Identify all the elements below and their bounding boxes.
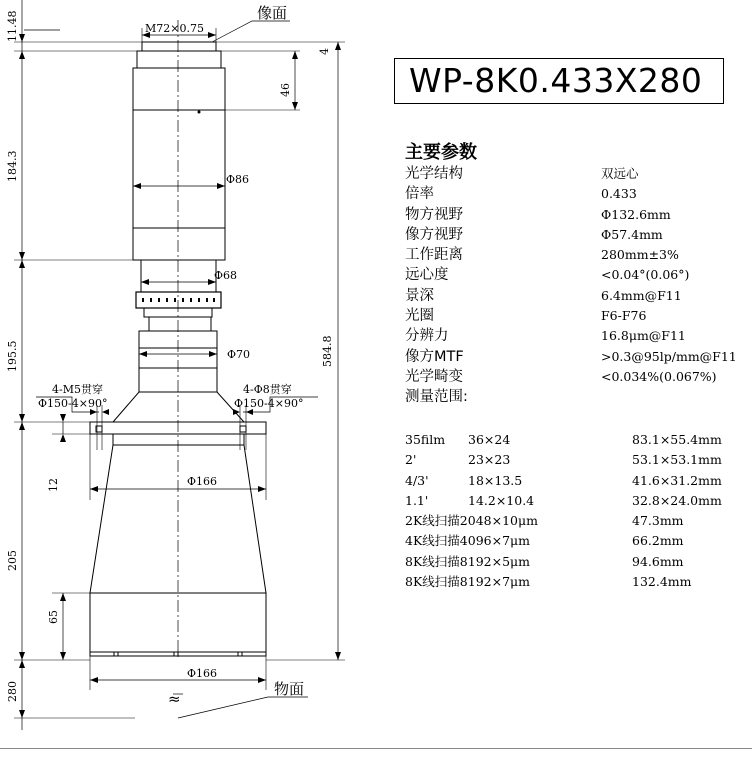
diameter-68-label: Φ68: [214, 269, 238, 282]
format-name: 8K线扫描8192×5μm: [405, 553, 531, 569]
spec-key: 分辨力: [405, 328, 449, 345]
dimension-46-label: 46: [279, 83, 292, 97]
spec-key: 像方MTF: [405, 348, 464, 365]
format-sensor: 23×23: [468, 452, 511, 468]
bottom-divider: [0, 748, 752, 749]
spec-key: 倍率: [405, 186, 434, 203]
break-mark: ≈: [168, 690, 181, 708]
lens-drawing: [0, 0, 375, 740]
spec-key: 光圈: [405, 308, 434, 325]
dimension-205-label: 205: [6, 550, 19, 571]
spec-key: 远心度: [405, 267, 449, 284]
spec-key: 光学结构: [405, 166, 463, 182]
format-sensor: 36×24: [468, 432, 511, 447]
model-title: WP-8K0.433X280: [394, 58, 724, 104]
format-field: 94.6mm: [632, 553, 684, 569]
thread-label: M72×0.75: [145, 22, 204, 35]
format-field: 41.6×31.2mm: [632, 472, 722, 488]
spec-value: <0.034%(0.067%): [601, 368, 717, 384]
spec-key: 测量范围:: [405, 389, 468, 406]
format-field: 132.4mm: [632, 574, 692, 590]
dimension-11-48-label: 11.48: [6, 10, 19, 42]
spec-value: F6-F76: [601, 308, 647, 324]
spec-key: 景深: [405, 287, 434, 304]
format-name: 4K线扫描4096×7μm: [405, 533, 531, 549]
format-name: 35film: [405, 432, 446, 447]
format-field: 47.3mm: [632, 513, 684, 529]
diameter-166-bottom-label: Φ166: [187, 667, 218, 680]
format-field: 66.2mm: [632, 533, 684, 549]
format-name: 2': [405, 452, 417, 468]
spec-value: Φ57.4mm: [601, 226, 663, 242]
focus-ring-marks: [96, 426, 246, 656]
format-field: 53.1×53.1mm: [632, 452, 722, 468]
spec-value: 280mm±3%: [601, 247, 679, 263]
object-plane-label: 物面: [274, 680, 305, 698]
dimension-4-label: 4: [318, 48, 331, 55]
format-name: 1.1': [405, 492, 429, 508]
spec-key: 光学畸变: [405, 368, 463, 385]
hole-left-label-a: 4-M5贯穿: [52, 383, 103, 396]
dimension-184-label: 184.3: [6, 150, 19, 182]
spec-key: 工作距离: [405, 247, 463, 264]
spec-value: 0.433: [601, 186, 637, 202]
dimension-12-label: 12: [47, 478, 60, 492]
knurl-band: [142, 111, 215, 303]
format-field: 32.8×24.0mm: [632, 492, 722, 508]
format-sensor: 18×13.5: [468, 472, 523, 488]
spec-value: <0.04°(0.06°): [601, 267, 690, 283]
dimension-280-label: 280: [6, 681, 19, 702]
format-field: 83.1×55.4mm: [632, 432, 722, 447]
spec-value: Φ132.6mm: [601, 206, 671, 222]
diameter-86-label: Φ86: [226, 173, 250, 186]
spec-key: 物方视野: [405, 206, 463, 223]
hole-right-label-b: Φ150-4×90°: [234, 397, 304, 410]
image-plane-label: 像面: [257, 4, 288, 22]
diameter-166-top-label: Φ166: [187, 475, 218, 488]
dimension-65-label: 65: [47, 610, 60, 624]
format-name: 2K线扫描2048×10μm: [405, 513, 538, 529]
spec-value: 6.4mm@F11: [601, 287, 682, 303]
diameter-70-label: Φ70: [227, 348, 251, 361]
hole-right-label-a: 4-Φ8贯穿: [243, 383, 292, 396]
spec-key: 像方视野: [405, 226, 463, 243]
spec-value: 双远心: [601, 166, 639, 181]
dimension-195-label: 195.5: [6, 340, 19, 372]
spec-value: >0.3@95lp/mm@F11: [601, 348, 737, 364]
hole-left-label-b: Φ150-4×90°: [38, 397, 108, 410]
format-sensor: 14.2×10.4: [468, 492, 535, 508]
dimension-584-label: 584.8: [321, 335, 334, 367]
specs-title: 主要参数: [405, 142, 477, 163]
format-name: 8K线扫描8192×7μm: [405, 574, 531, 590]
spec-value: 16.8μm@F11: [601, 328, 686, 344]
format-name: 4/3': [405, 472, 429, 488]
